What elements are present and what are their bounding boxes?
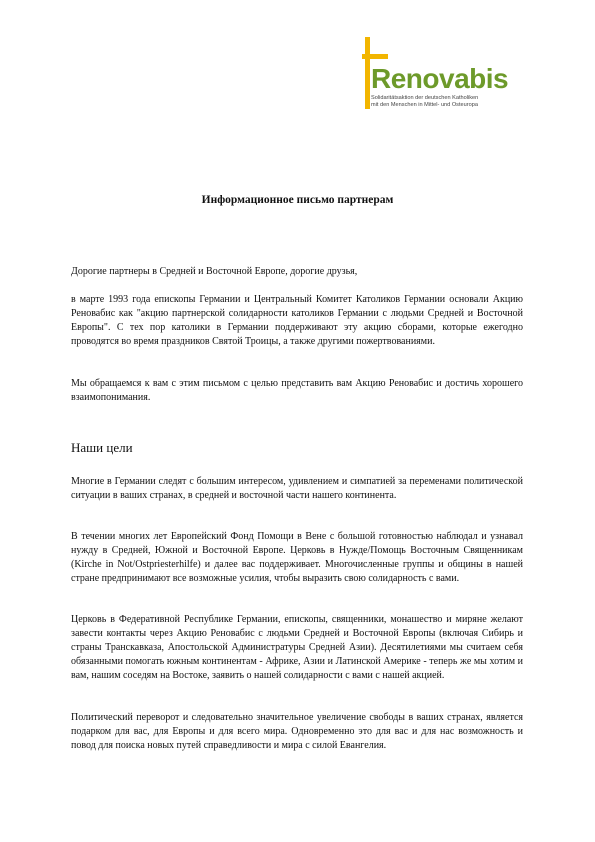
logo-tagline-line-1: Solidaritätsaktion der deutschen Katholiken [371, 95, 479, 101]
cross-icon-bar [362, 54, 388, 59]
logo-tagline-line-2: mit den Menschen in Mittel- und Osteuropa [371, 102, 478, 108]
cross-icon [365, 37, 370, 109]
letter-title: Информационное письмо партнерам [201, 194, 394, 206]
greeting: Дорогие партнеры в Средней и Восточной Европе, дорогие друзья, [71, 266, 358, 277]
paragraph-purpose: Мы обращаемся к вам с этим письмом с целью представить вам Акцию Реновабис и достичь хорошего взаимопонимания. [71, 378, 523, 403]
paragraph-aid: В течении многих лет Европейский Фонд Помощи в Вене с большой готовностью наблюдал и узнавал нужду в Средней, Южной и Восточной Европе. Церковь в Нужде/Помощь Восточным Священникам (Kirche in Not/Ostpriesterhilfe) и далее вас поддерживает. Многочисленные группы и общины в нашей стране предпринимают все возможные усилия, чтобы выразить свою солидарность с вами. [71, 531, 523, 584]
paragraph-freedom: Политический переворот и следовательно значительное увеличение свободы в ваших странах, является подарком для вас, для Европы и для всего мира. Одновременно это для вас и для нас возможность и повод для поиска новых путей справедливости и мира с силой Евангелия. [71, 712, 523, 751]
logo-wordmark: Renovabis [371, 63, 509, 94]
renovabis-logo [362, 37, 522, 109]
section-heading: Наши цели [71, 440, 133, 455]
paragraph-intro: в марте 1993 года епископы Германии и Центральный Комитет Католиков Германии основали Акцию Реновабис как "акцию партнерской солидарности католиков Германии с людьми Средней и Восточной Европы". С тех пор католики в Германии поддерживают эту акцию сборами, которые ежегодно проводятся во время праздников Святой Троицы, а также другими пожертвованиями. [71, 294, 523, 347]
paragraph-contacts: Церковь в Федеративной Республике Германии, епископы, священники, монашество и миряне желают завести контакты через Акцию Реновабис с людьми Средней и Восточной Европы (включая Сибирь и страны Транскавказа, Апостольской Администратуры Средней Азии). Десятилетиями мы считаем себя обязанными помогать южным континентам - Африке, Азии и Латинской Америке - теперь же мы хотим и вам, нашим соседям на Востоке, заявить о нашей солидарности с вами с нашей акцией. [71, 614, 523, 681]
paragraph-interest: Многие в Германии следят с большим интересом, удивлением и симпатией за переменами политической ситуации в ваших странах, в средней и восточной части нашего континента. [71, 476, 523, 501]
